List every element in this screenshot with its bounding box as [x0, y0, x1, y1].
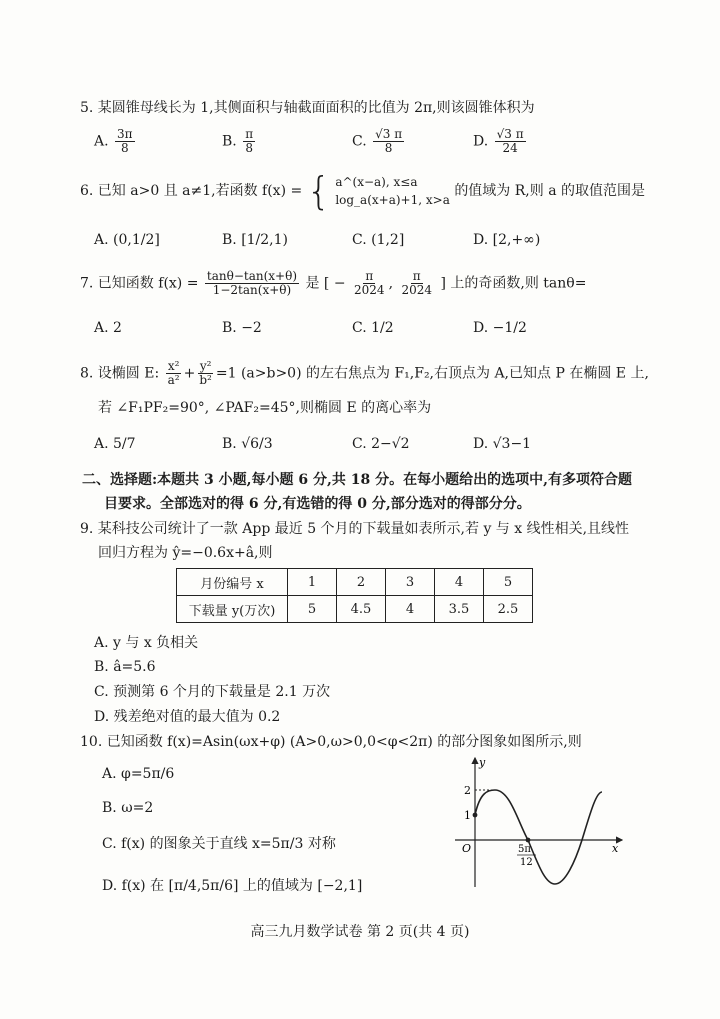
q6-stem: [80, 169, 646, 213]
option-letter: D.: [473, 133, 489, 150]
table-cell: 5: [484, 569, 533, 596]
frac-den: b²: [199, 373, 212, 388]
sine-curve: [475, 790, 602, 884]
point-marker: [526, 838, 531, 843]
q6-option-c: C. (1,2]: [352, 232, 405, 248]
q6-suffix: 的值域为 R,则 a 的取值范围是: [454, 183, 646, 199]
frac-den: 2024: [401, 283, 433, 298]
q8-suffix: =1 (a>b>0) 的左右焦点为 F₁,F₂,右顶点为 A,已知点 P 在椭圆 E 上,: [215, 365, 649, 382]
frac-den: a²: [167, 373, 180, 388]
frac-den: 8: [245, 141, 253, 156]
frac-num: y²: [199, 359, 212, 373]
q10-option-d: D. f(x) 在 [π/4,5π/6] 上的值域为 [−2,1]: [102, 878, 363, 894]
frac-num: √3 π: [375, 127, 403, 141]
q5-option-d: [473, 128, 528, 155]
x-tick-den: 12: [520, 857, 533, 868]
table-cell: 4.5: [337, 596, 386, 623]
q7-option-d: D. −1/2: [473, 320, 527, 336]
q5-option-a: [94, 128, 137, 155]
brace-glyph: {: [306, 169, 331, 213]
q10-option-a: A. φ=5π/6: [102, 766, 175, 782]
frac-num: π: [412, 269, 421, 283]
frac-den: 1−2tan(x+θ): [212, 283, 292, 298]
table-cell: 1: [288, 569, 337, 596]
q8-option-b: B. √6/3: [222, 436, 273, 452]
q7-option-a: A. 2: [94, 320, 122, 336]
frac-den: 8: [384, 141, 393, 156]
q8-line1: 8. 设椭圆 E: $\frac{\text{x²}}{\text{a²}}$ + $\frac{\text{y²}}{\text{b²}}$ =1 (a>b>0) 的左右焦点为 F₁,F₂,右顶点为 A,已知点 P 在椭圆 E 上,: [80, 359, 649, 388]
q10-stem: 10. 已知函数 f(x)=Asin(ωx+φ) (A>0,ω>0,0<φ<2π) 的部分图象如图所示,则: [80, 734, 582, 750]
q6-piecewise: [335, 173, 450, 209]
frac-den: 8: [120, 141, 129, 156]
frac-den: 2024: [354, 283, 385, 298]
q8-option-a: A. 5/7: [94, 436, 136, 452]
q7-prefix: 7. 已知函数 f(x) =: [80, 275, 199, 292]
sine-graph: [450, 752, 630, 892]
table-row: [177, 569, 533, 596]
q6-option-b: B. [1/2,1): [222, 232, 289, 248]
section2-heading-line1: 二、选择题:本题共 3 小题,每小题 6 分,共 18 分。在每小题给出的选项中,有多项符合题: [82, 472, 632, 488]
table-header-cell: 月份编号 x: [177, 569, 288, 596]
y-tick-1: 1: [464, 809, 471, 822]
download-table: [176, 568, 533, 623]
q6-piece1: a^(x−a), x≤a: [335, 175, 418, 189]
q7-option-c: C. 1/2: [352, 320, 394, 336]
option-letter: A.: [94, 133, 109, 150]
table-cell: 2.5: [484, 596, 533, 623]
frac-num: √3 π: [496, 127, 524, 141]
x-axis-label: x: [612, 842, 619, 855]
q9-line2: 回归方程为 ŷ=−0.6x+â,则: [98, 545, 273, 561]
y-axis-label: y: [479, 756, 486, 769]
x-tick-num: 5π: [518, 844, 531, 855]
q6-option-d: D. [2,+∞): [473, 232, 541, 248]
y-tick-2: 2: [464, 784, 471, 797]
option-letter: C.: [352, 133, 367, 150]
table-row: [177, 596, 533, 623]
q8-line2: 若 ∠F₁PF₂=90°, ∠PAF₂=45°,则椭圆 E 的离心率为: [98, 400, 432, 416]
q9-line1: 9. 某科技公司统计了一款 App 最近 5 个月的下载量如表所示,若 y 与 x 线性相关,且线性: [80, 521, 630, 537]
table-cell: 4: [386, 596, 435, 623]
q7-mid: 是 [ −: [305, 275, 346, 292]
frac-num: tanθ−tan(x+θ): [206, 269, 298, 283]
q7-stem: 7. 已知函数 f(x) = $\frac{\tan\theta-\tan(x+\theta)}{1-2\tan(x+\theta)}$ 是 [ − $\frac{\pi}{2024}$ , $\frac{\pi}{2024}$ ] 上的奇函数,则 tanθ=: [80, 269, 587, 298]
q10-option-b: B. ω=2: [102, 800, 154, 816]
table-cell: 4: [435, 569, 484, 596]
q6-piece2: log_a(x+a)+1, x>a: [335, 193, 450, 207]
frac-den: 24: [502, 141, 518, 156]
option-letter: B.: [222, 133, 237, 150]
q7-suffix: ] 上的奇函数,则 tanθ=: [440, 275, 587, 292]
q5-option-b: [222, 128, 257, 155]
q10-option-c: C. f(x) 的图象关于直线 x=5π/3 对称: [102, 836, 336, 852]
table-cell: 3.5: [435, 596, 484, 623]
table-header-cell: 下载量 y(万次): [177, 596, 288, 623]
frac-num: π: [245, 127, 254, 141]
table-cell: 3: [386, 569, 435, 596]
page-footer: 高三九月数学试卷 第 2 页(共 4 页): [250, 924, 470, 940]
frac-num: 3π: [117, 127, 133, 141]
q8-prefix: 8. 设椭圆 E:: [80, 365, 160, 382]
frac-num: x²: [167, 359, 180, 373]
frac-num: π: [365, 269, 374, 283]
q9-option-d: D. 残差绝对值的最大值为 0.2: [94, 709, 281, 725]
section2-heading-line2: 目要求。全部选对的得 6 分,有选错的得 0 分,部分选对的得部分分。: [104, 496, 531, 512]
q8-option-d: D. √3−1: [473, 436, 532, 452]
point-marker: [473, 813, 478, 818]
q6-prefix: 6. 已知 a>0 且 a≠1,若函数 f(x) =: [80, 183, 303, 199]
q9-option-b: B. â=5.6: [94, 659, 156, 675]
q5-stem: 5. 某圆锥母线长为 1,其侧面积与轴截面面积的比值为 2π,则该圆锥体积为: [80, 100, 535, 116]
origin-label: O: [462, 842, 472, 855]
table-cell: 5: [288, 596, 337, 623]
table-cell: 2: [337, 569, 386, 596]
q9-option-c: C. 预测第 6 个月的下载量是 2.1 万次: [94, 684, 331, 700]
q5-option-c: [352, 128, 406, 155]
q8-option-c: C. 2−√2: [352, 436, 410, 452]
q7-option-b: B. −2: [222, 320, 262, 336]
q6-option-a: A. (0,1/2]: [94, 232, 160, 248]
q9-option-a: A. y 与 x 负相关: [94, 635, 199, 651]
